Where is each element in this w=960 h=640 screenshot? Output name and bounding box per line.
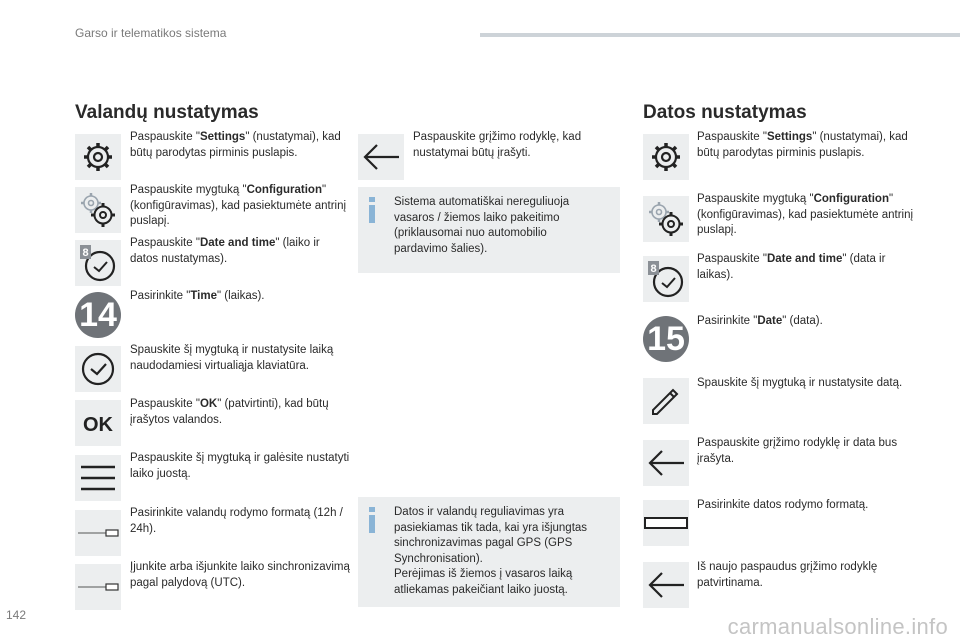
header-bar — [480, 33, 960, 37]
svg-text:8: 8 — [650, 263, 657, 275]
gear-icon — [643, 134, 689, 180]
format-bar-icon — [643, 500, 689, 546]
svg-text:8: 8 — [82, 247, 89, 259]
toggle-icon — [75, 510, 121, 556]
list-icon — [75, 455, 121, 501]
info-icon — [368, 507, 376, 533]
left-title: Valandų nustatymas — [75, 102, 259, 123]
watermark: carmanualsonline.info — [727, 614, 948, 639]
svg-text:OK: OK — [83, 414, 113, 435]
right-step-4: Pasirinkite "Date" (data). — [697, 315, 823, 327]
info-text-dst: Sistema automatiškai nereguliuoja vasaros / žiemos laiko pakeitimo (priklausomai nuo automobilio pardavimo šalies). — [394, 196, 570, 255]
right-step-1: Paspauskite "Settings" (nustatymai), kad būtų parodytas pirminis puslapis. — [697, 131, 908, 159]
left-step-5: Spauskite šį mygtuką ir nustatysite laiką naudodamiesi virtualiąja klaviatūra. — [130, 344, 334, 372]
double-gear-icon — [75, 187, 121, 233]
check-circle-icon — [75, 346, 121, 392]
back-arrow-icon — [643, 562, 689, 608]
section-header: Garso ir telematikos sistema — [75, 26, 227, 40]
right-title: Datos nustatymas — [643, 102, 807, 123]
right-step-5: Spauskite šį mygtuką ir nustatysite datą. — [697, 377, 903, 389]
left-step-6: Paspauskite "OK" (patvirtinti), kad būtų įrašytos valandos. — [130, 398, 329, 426]
back-arrow-icon — [643, 440, 689, 486]
pencil-icon — [643, 378, 689, 424]
page-number: 142 — [6, 608, 27, 622]
clock-icon — [643, 256, 689, 302]
info-text-gps: Datos ir valandų reguliavimas yra pasiekiamas tik tada, kai yra išjungtas sinchronizavimas pagal GPS (GPS Synchronisation). Perėjimas iš žiemos į vasaros laiką atliekamas pakeičiant laiko juostą. — [394, 506, 588, 596]
step-badge-14: 14 — [75, 292, 121, 338]
toggle-icon — [75, 564, 121, 610]
right-step-6: Paspauskite grįžimo rodyklę ir data bus įrašyta. — [697, 437, 898, 465]
gear-icon — [75, 134, 121, 180]
double-gear-icon — [643, 196, 689, 242]
left-step-9: Įjunkite arba išjunkite laiko sinchronizavimą pagal palydovą (UTC). — [130, 561, 350, 589]
right-step-3: Paspauskite "Date and time" (data ir laikas). — [697, 253, 886, 281]
left-step-4: Pasirinkite "Time" (laikas). — [130, 290, 265, 302]
info-icon — [368, 197, 376, 223]
clock-icon — [75, 240, 121, 286]
right-step-2: Paspauskite mygtuką "Configuration" (konfigūravimas), kad pasiektumėte antrinį puslapį. — [697, 193, 914, 236]
info-box-gps — [358, 497, 620, 607]
ok-icon — [75, 400, 121, 446]
left-step-2: Paspauskite mygtuką "Configuration" (konfigūravimas), kad pasiektumėte antrinį puslapį. — [130, 184, 347, 227]
back-arrow-icon — [358, 134, 404, 180]
left-step-3: Paspauskite "Date and time" (laiko ir datos nustatymas). — [130, 237, 320, 265]
right-step-8: Iš naujo paspaudus grįžimo rodyklę patvirtinama. — [697, 561, 878, 589]
left-step-7: Paspauskite šį mygtuką ir galėsite nustatyti laiko juostą. — [130, 452, 350, 480]
middle-back-text: Paspauskite grįžimo rodyklę, kad nustatymai būtų įrašyti. — [413, 131, 582, 159]
info-box-dst — [358, 187, 620, 273]
step-badge-15: 15 — [643, 316, 689, 362]
left-step-1: Paspauskite "Settings" (nustatymai), kad būtų parodytas pirminis puslapis. — [130, 131, 341, 159]
right-step-7: Pasirinkite datos rodymo formatą. — [697, 499, 869, 511]
left-step-8: Pasirinkite valandų rodymo formatą (12h / 24h). — [130, 507, 343, 535]
